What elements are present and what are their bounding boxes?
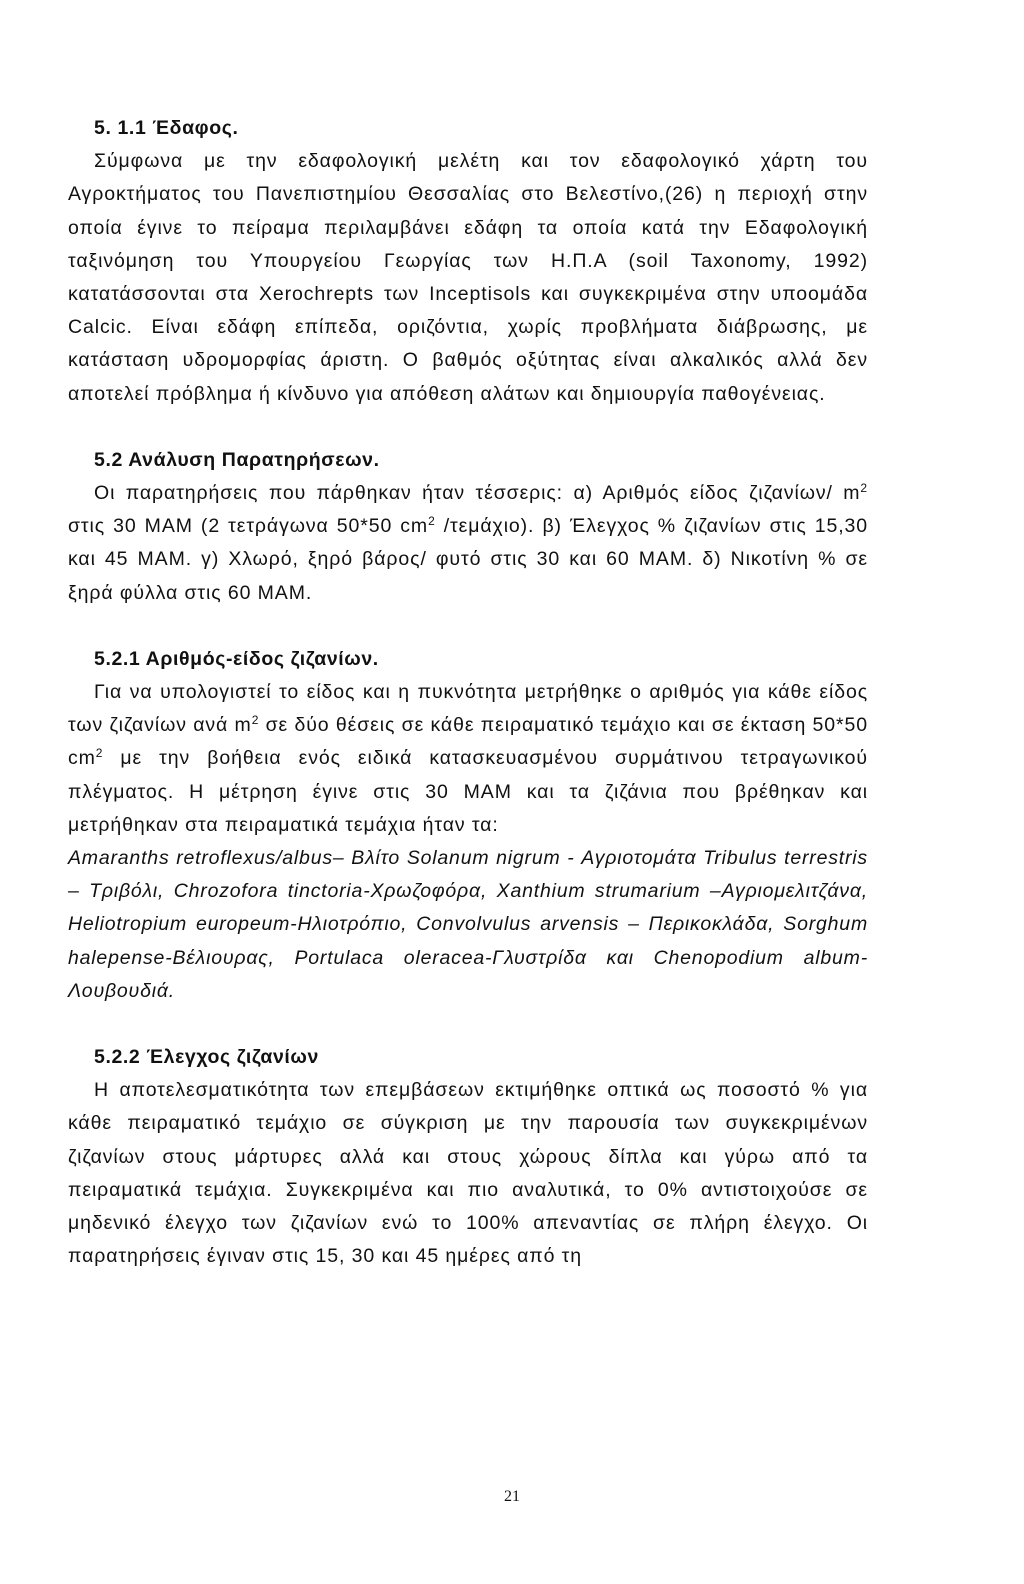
paragraph-soil: Σύμφωνα με την εδαφολογική μελέτη και τον εδαφολογικό χάρτη του Αγροκτήματος του Πανεπιστημίου Θεσσαλίας στο Βελεστίνο,(26) η περιοχή στην οποία έγινε το πείραμα περιλαμβάνει εδάφη τα οποία κατά την Εδαφολογική ταξινόμηση του Υπουργείου Γεωργίας των Η.Π.Α (soil Taxonomy, 1992) κατατάσσονται στα Xerochrepts των Inceptisols και συγκεκριμένα στην υποομάδα Calcic. Είναι εδάφη επίπεδα, οριζόντια, χωρίς προβλήματα διάβρωσης, με κατάσταση υδρομορφίας άριστη. Ο βαθμός οξύτητας είναι αλκαλικός αλλά δεν αποτελεί πρόβλημα ή κίνδυνο για απόθεση αλάτων και δημιουργία παθογένειας. [68, 150, 868, 405]
paragraph-observations: Οι παρατηρήσεις που πάρθηκαν ήταν τέσσερις: α) Αριθμός είδος ζιζανίων/ $m^2$ στις 30 ΜΑΜ (2 τετράγωνα 50*50 $cm^2$ /τεμάχιο). β) Έλεγχος % ζιζανίων στις 15,30 και 45 ΜΑΜ. γ) Χλωρό, ξηρό βάρος/ φυτό στις 30 και 60 ΜΑΜ. δ) Νικοτίνη % σε ξηρά φύλλα στις 60 ΜΑΜ. [68, 481, 868, 604]
section-heading-observations: 5.2 Ανάλυση Παρατηρήσεων. [94, 448, 380, 471]
section-heading-weed-control: 5.2.2 Έλεγχος ζιζανίων [94, 1046, 319, 1069]
paragraph-weed-control: Η αποτελεσματικότητα των επεμβάσεων εκτιμήθηκε οπτικά ως ποσοστό % για κάθε πειραματικό τεμάχιο σε σύγκριση με την παρουσία των συγκεκριμένων ζιζανίων στους μάρτυρες αλλά και στους χώρους δίπλα και γύρω από τα πειραματικά τεμάχια. Συγκεκριμένα και πιο αναλυτικά, το 0% αντιστοιχούσε σε μηδενικό έλεγχο των ζιζανίων ενώ το 100% απεναντίας σε πλήρη έλεγχο. Οι παρατηρήσεις έγιναν στις 15, 30 και 45 ημέρες από τη [68, 1079, 868, 1268]
document-page [68, 112, 868, 1274]
weed-species-list: Amaranths retroflexus/albus– Βλίτο Solanum nigrum - Αγριοτομάτα Tribulus terrestris – Τριβόλι, Chrozofora tinctoria-Χρωζοφόρα, Xanthium strumarium –Αγριομελιτζάνα, Heliotropium europeum-Ηλιοτρόπιο, Convolvulus arvensis – Περικοκλάδα, Sorghum halepense-Βέλιουρας, Portulaca oleracea-Γλυστρίδα και Chenopodium album-Λουβουδιά. [68, 847, 868, 1002]
section-heading-soil: 5. 1.1 Έδαφος. [94, 117, 239, 139]
page-number: 21 [504, 1488, 520, 1505]
section-heading-weed-count: 5.2.1 Αριθμός-είδος ζιζανίων. [94, 647, 379, 670]
paragraph-weed-count: Για να υπολογιστεί το είδος και η πυκνότητα μετρήθηκε ο αριθμός για κάθε είδος των ζιζανίων ανά $m^2$ σε δύο θέσεις σε κάθε πειραματικό τεμάχιο και σε έκταση 50*50 $cm^2$ με την βοήθεια ενός ειδικά κατασκευασμένου συρμάτινου τετραγωνικού πλέγματος. Η μέτρηση έγινε στις 30 ΜΑΜ και τα ζιζάνια που βρέθηκαν και μετρήθηκαν στα πειραματικά τεμάχια ήταν τα: [68, 681, 868, 836]
